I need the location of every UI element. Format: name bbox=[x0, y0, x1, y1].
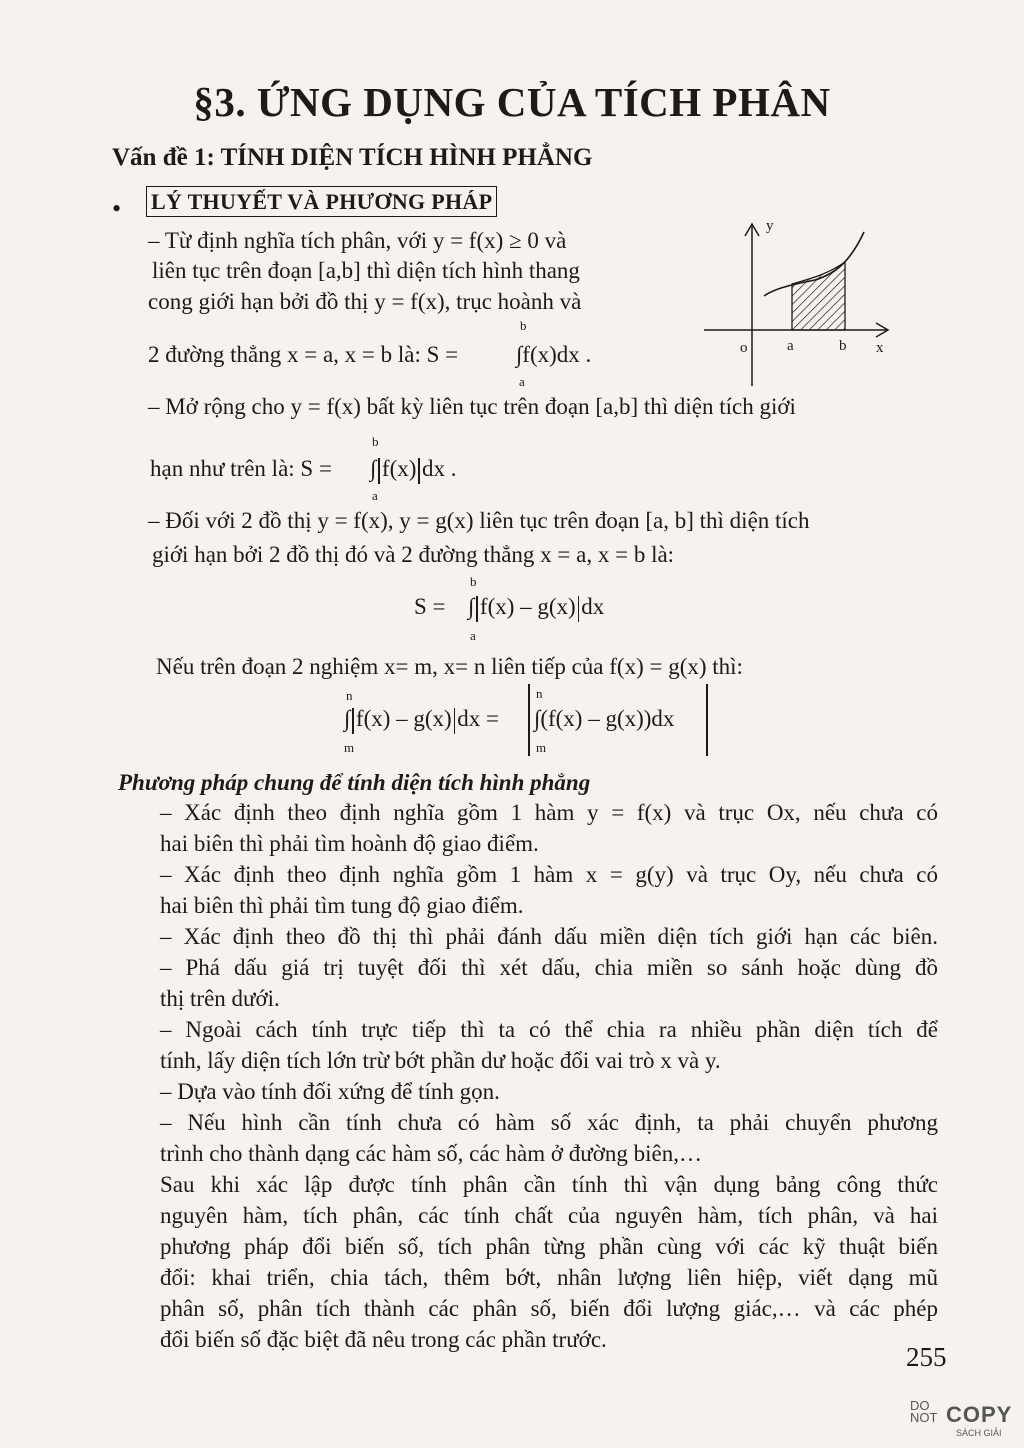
integral2-upper-limit: b bbox=[372, 434, 379, 449]
theory-line-8: giới hạn bởi 2 đồ thị đó và 2 đường thẳng x = a, x = b là: bbox=[152, 542, 675, 567]
method-line-2: hai biên thì phải tìm hoành độ giao điểm. bbox=[160, 831, 539, 856]
formula2-upper-limit-1: n bbox=[346, 688, 353, 703]
method-line-16: đổi: khai triển, chia tách, thêm bớt, nhân lượng liên hiệp, viết dạng mũ bbox=[160, 1265, 938, 1290]
shaded-area bbox=[792, 262, 845, 330]
integral2-lower-limit: a bbox=[372, 488, 378, 503]
formula2-abs-right bbox=[706, 684, 708, 756]
formula2-upper-limit-2: n bbox=[536, 686, 543, 701]
method-line-1: – Xác định theo định nghĩa gồm 1 hàm y = f(x) và trục Ox, nếu chưa có bbox=[160, 800, 938, 825]
formula-body: f(x) – g(x) bbox=[479, 594, 576, 619]
method-line-5: – Xác định theo đồ thị thì phải đánh dấu miền diện tích giới hạn các biên. bbox=[160, 924, 938, 949]
formula2-dx-1: dx = bbox=[457, 706, 500, 731]
integral-upper-limit: b bbox=[520, 318, 527, 333]
integral2-body: f(x) bbox=[381, 456, 417, 481]
formula-upper-limit: b bbox=[470, 574, 477, 589]
method-line-3: – Xác định theo định nghĩa gồm 1 hàm x = g(y) và trục Oy, nếu chưa có bbox=[160, 862, 938, 887]
formula2-body-1: f(x) – g(x) bbox=[355, 706, 452, 731]
theory-line-4: 2 đường thẳng x = a, x = b là: S = bbox=[148, 342, 459, 367]
integral-f: ∫f(x)dx . bbox=[516, 342, 592, 367]
stamp-copy: COPY bbox=[946, 1402, 1013, 1427]
integral-lower-limit: a bbox=[519, 374, 525, 389]
formula-dx: dx bbox=[581, 594, 605, 619]
method-line-17: phân số, phân tích thành các phân số, biến đổi lượng giác,… và các phép bbox=[160, 1296, 938, 1321]
method-line-15: phương pháp đổi biến số, tích phân từng phần cùng với các kỹ thuật biến bbox=[160, 1234, 938, 1259]
page-number: 255 bbox=[906, 1342, 947, 1372]
method-line-14: nguyên hàm, tích phân, các tính chất của nguyên hàm, tích phân, và hai bbox=[160, 1203, 938, 1228]
stamp-sach: SÁCH GIẢI bbox=[956, 1428, 1002, 1438]
method-line-12: trình cho thành dạng các hàm số, các hàm ở đường biên,… bbox=[160, 1141, 702, 1166]
section-heading: Vấn đề 1: TÍNH DIỆN TÍCH HÌNH PHẲNG bbox=[112, 144, 593, 171]
integral2-abs bbox=[370, 456, 456, 484]
theory-line-1: – Từ định nghĩa tích phân, với y = f(x) ≥ 0 và bbox=[148, 228, 567, 253]
method-line-10: – Dựa vào tính đối xứng để tính gọn. bbox=[160, 1079, 500, 1104]
method-line-6: – Phá dấu giá trị tuyệt đối thì xét dấu, chia miền so sánh hoặc dùng đồ bbox=[160, 955, 938, 980]
page-title: §3. ỨNG DỤNG CỦA TÍCH PHÂN bbox=[193, 79, 831, 125]
graph-a-label: a bbox=[787, 338, 794, 354]
area-graph bbox=[700, 218, 900, 390]
formula-integral bbox=[468, 594, 604, 622]
theory-line-7: – Đối với 2 đồ thị y = f(x), y = g(x) liên tục trên đoạn [a, b] thì diện tích bbox=[148, 508, 810, 533]
theory-line-9: Nếu trên đoạn 2 nghiệm x= m, x= n liên tiếp của f(x) = g(x) thì: bbox=[156, 654, 743, 679]
integral2-dx: dx . bbox=[421, 456, 457, 481]
formula2-int-sign-1: ∫ bbox=[344, 706, 351, 731]
formula-S: S = bbox=[414, 594, 446, 619]
formula2-int-sign-2: ∫ bbox=[534, 706, 541, 731]
method-line-11: – Nếu hình cần tính chưa có hàm số xác định, ta phải chuyển phương bbox=[160, 1110, 938, 1135]
graph-x-label: x bbox=[876, 340, 884, 356]
graph-y-label: y bbox=[766, 218, 774, 234]
graph-origin-label: o bbox=[740, 340, 748, 356]
bullet: • bbox=[112, 194, 122, 223]
method-line-4: hai biên thì phải tìm tung độ giao điểm. bbox=[160, 893, 524, 918]
method-line-8: – Ngoài cách tính trực tiếp thì ta có thể chia ra nhiều phần diện tích để bbox=[160, 1017, 938, 1042]
formula2-lower-limit-2: m bbox=[536, 740, 547, 755]
formula2-abs-left bbox=[528, 684, 530, 756]
graph-svg bbox=[700, 218, 900, 390]
stamp-do: DO bbox=[910, 1398, 930, 1413]
formula2-body-2: (f(x) – g(x))dx bbox=[540, 706, 675, 731]
method-line-18: đổi biến số đặc biệt đã nêu trong các phần trước. bbox=[160, 1327, 607, 1352]
boxed-heading: LÝ THUYẾT VÀ PHƯƠNG PHÁP bbox=[146, 186, 497, 217]
theory-line-3: cong giới hạn bởi đồ thị y = f(x), trục hoành và bbox=[148, 289, 582, 314]
integral2-sign: ∫ bbox=[370, 456, 377, 481]
stamp-not: NOT bbox=[910, 1410, 938, 1425]
graph-b-label: b bbox=[839, 338, 847, 354]
do-not-copy-stamp bbox=[910, 1398, 1013, 1438]
method-line-7: thị trên dưới. bbox=[160, 986, 280, 1011]
formula2-left bbox=[344, 706, 499, 734]
theory-line-5: – Mở rộng cho y = f(x) bất kỳ liên tục trên đoạn [a,b] thì diện tích giới bbox=[148, 394, 796, 419]
formula-lower-limit: a bbox=[470, 628, 476, 643]
theory-line-2: liên tục trên đoạn [a,b] thì diện tích hình thang bbox=[152, 258, 580, 283]
theory-line-6: hạn như trên là: S = bbox=[150, 456, 332, 481]
method-line-13: Sau khi xác lập được tính phân cần tính thì vận dụng bảng công thức bbox=[160, 1172, 938, 1197]
formula-int-sign: ∫ bbox=[468, 594, 475, 619]
formula2-right bbox=[534, 706, 674, 732]
formula2-lower-limit-1: m bbox=[344, 740, 355, 755]
method-heading: Phương pháp chung để tính diện tích hình phẳng bbox=[118, 770, 591, 795]
method-line-9: tính, lấy diện tích lớn trừ bớt phần dư hoặc đổi vai trò x và y. bbox=[160, 1048, 721, 1073]
